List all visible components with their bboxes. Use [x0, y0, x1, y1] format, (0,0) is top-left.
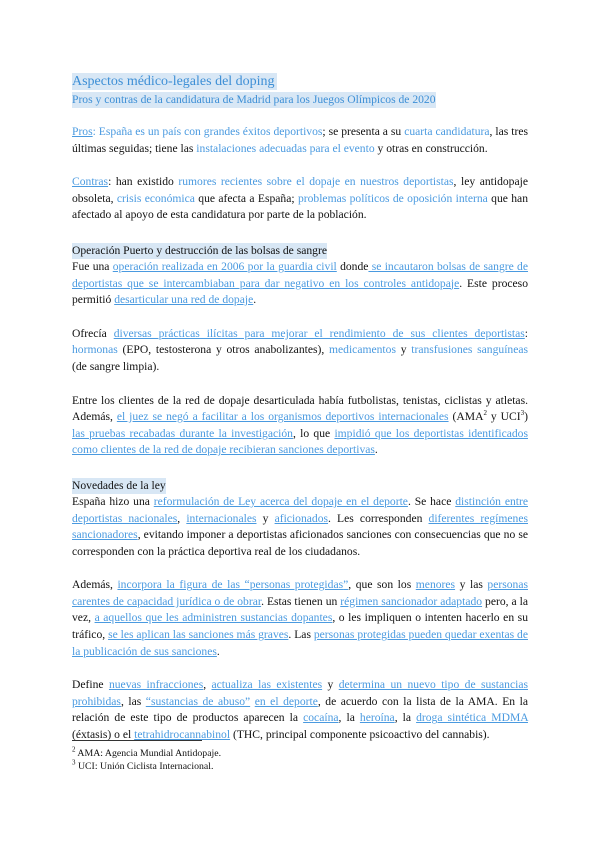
contras-text-4: que han afectado al apoyo de esta candidatura por parte de la población.: [72, 191, 528, 222]
footnote-number: 2: [72, 745, 76, 754]
contras-text-3: que afecta a España;: [194, 191, 298, 205]
pros-label[interactable]: Pros: [72, 125, 93, 138]
section2-heading: Novedades de la ley: [72, 478, 166, 492]
s1p2-text-4: y: [395, 343, 412, 357]
s2p3-link-1[interactable]: nuevas infracciones: [108, 678, 204, 692]
s1p1-link-1[interactable]: operación realizada en 2006 por la guardia civil: [112, 259, 337, 273]
s2p3-text-3: y: [322, 678, 339, 692]
s2p2-link-1b[interactable]: personas protegidas: [249, 578, 344, 592]
s2p2-text-1: Además,: [72, 578, 118, 592]
s2p2-text-7: . Las: [288, 628, 314, 642]
pros-link-1[interactable]: con grandes éxitos deportivos: [184, 125, 323, 138]
s1p1-link-2[interactable]: se incautaron bolsas de sangre de deportistas que se intercambiaban para dar negativo en los controles antidopaje: [72, 259, 529, 290]
s1p3-text-3: y UCI: [486, 410, 521, 424]
s1p1-text-3: . Este proceso permitió: [72, 276, 528, 307]
s1p2-text-5: (de sangre limpia).: [72, 359, 160, 373]
s2p2-text-2: , que son los: [348, 578, 416, 592]
s2p2-link-3[interactable]: personas carentes de capacidad jurídica o de obrar: [72, 578, 528, 608]
pros-link-2[interactable]: cuarta candidatura: [404, 125, 490, 138]
s2p1-text-6: , evitando imponer a deportistas aficionados sanciones con consecuencias que no se corresponden con la práctica deportiva real de los ciudadanos.: [72, 528, 528, 558]
contras-link-3[interactable]: problemas políticos de oposición interna: [297, 191, 488, 205]
s2p3-text-8: , la: [394, 711, 417, 725]
footnote-text: AMA: Agencia Mundial Antidopaje.: [75, 748, 222, 759]
footnote-item: [72, 747, 221, 760]
contras-paragraph: [72, 174, 528, 224]
s2p2-link-5[interactable]: a aquellos que les administren sustancias dopantes: [94, 611, 333, 625]
s2p2-link-7[interactable]: personas protegidas pueden quedar exentas de la publicación de sus sanciones: [72, 628, 528, 658]
pros-text-3: , las tres últimas seguidas; tiene las: [72, 125, 528, 155]
s2p3-text-9: (éxtasis) o el: [72, 728, 135, 742]
s2p2-link-1[interactable]: incorpora la figura de las “: [117, 578, 250, 592]
pros-link-3[interactable]: instalaciones adecuadas para el evento: [196, 141, 375, 155]
contras-text-1: : han existido: [108, 175, 179, 189]
s2p3-link-7[interactable]: heroína: [359, 711, 395, 725]
document-title: Aspectos médico-legales del doping: [72, 74, 275, 89]
s2p1-text-4: y: [256, 511, 275, 525]
s2p2-link-1c[interactable]: ”: [343, 578, 349, 592]
s1p3-text-6: .: [374, 443, 378, 457]
s1p3-link-2[interactable]: las pruebas recabadas durante la investigación: [72, 426, 293, 440]
s2p2-link-2[interactable]: menores: [415, 578, 456, 592]
s2p2-text-8: .: [216, 644, 220, 658]
s2p3-text-4: , las: [120, 694, 146, 708]
s2p3-link-3[interactable]: determina un nuevo tipo de sustancias prohibidas: [72, 678, 528, 708]
s1p1-link-3[interactable]: desarticular una red de dopaje: [114, 293, 254, 307]
s1p2-text-3: (EPO, testosterona y otros anabolizantes),: [117, 343, 329, 357]
s2p3-text-7: , la: [338, 711, 360, 725]
s1p3-link-1[interactable]: el juez se negó a facilitar a los organismos deportivos internacionales: [116, 410, 449, 424]
footnote-number: 3: [72, 758, 76, 767]
s1p2-text-1: Ofrecía: [72, 326, 114, 340]
s1p2-link-2[interactable]: hormonas: [72, 343, 118, 357]
s2p1-link-4[interactable]: aficionados: [274, 511, 329, 525]
s2p1-link-3[interactable]: internacionales: [186, 511, 257, 525]
s2p3-link-9[interactable]: tetrahidrocannabinol: [134, 728, 231, 742]
contras-text-2: , ley antidopaje obsoleta,: [72, 175, 528, 205]
s1p1-text-1: Fue una: [72, 259, 113, 273]
s2p1-text-1: España hizo una: [72, 494, 154, 508]
s1p3-link-3[interactable]: impidió que los deportistas identificados como clientes de la red de dopaje recibieran sanciones deportivas: [72, 426, 528, 457]
contras-link-2[interactable]: crisis económica: [116, 191, 195, 205]
section1-paragraph-3: [72, 393, 528, 459]
section2-paragraph-2: [72, 577, 528, 660]
title-block: [72, 72, 528, 108]
s1p2-link-3[interactable]: medicamentos: [329, 343, 396, 357]
s1p2-link-4[interactable]: transfusiones sanguíneas: [411, 343, 529, 357]
footnote-ref-3[interactable]: 3: [520, 409, 525, 418]
s1p3-text-1: Entre los clientes de la red de dopaje desarticulada había futbolistas, tenistas, ciclistas y atletas. Además,: [72, 393, 528, 424]
s1p1-text-2: donde: [336, 259, 369, 273]
s2p1-link-2[interactable]: distinción entre deportistas nacionales: [72, 494, 528, 525]
s2p3-link-5[interactable]: en el deporte: [254, 694, 318, 708]
footnote-ref-2[interactable]: 2: [483, 409, 487, 418]
section2-heading-block: [72, 476, 528, 494]
s2p2-text-5: pero, a la vez,: [72, 594, 528, 625]
section2-paragraph-3: [72, 677, 528, 743]
s1p3-text-2: (AMA: [448, 410, 484, 424]
footnote-text: UCI: Unión Ciclista Internacional.: [75, 761, 214, 772]
s2p2-link-4[interactable]: régimen sancionador adaptado: [340, 594, 483, 608]
s1p3-text-5: , lo que: [292, 426, 335, 440]
s1p1-text-4: .: [253, 293, 257, 307]
s2p3-text-10: (THC, principal componente psicoactivo del cannabis).: [230, 728, 490, 742]
s2p2-text-3: y las: [455, 578, 488, 592]
s2p1-text-3: ,: [177, 511, 187, 525]
section1-heading-block: [72, 241, 528, 259]
s2p2-text-6: , o les impliquen o intenten hacerlo en su tráfico,: [72, 611, 528, 642]
s2p1-text-5: . Les corresponden: [328, 511, 429, 525]
section1-heading: Operación Puerto y destrucción de las bolsas de sangre: [72, 243, 327, 257]
s2p1-link-5[interactable]: diferentes regímenes sancionadores: [72, 511, 528, 542]
contras-link-1[interactable]: rumores recientes sobre el dopaje en nuestros deportistas: [178, 175, 454, 189]
s1p3-text-4: ): [524, 410, 528, 424]
s2p3-link-8[interactable]: droga sintética MDMA: [416, 711, 528, 725]
document-subtitle: Pros y contras de la candidatura de Madrid para los Juegos Olímpicos de 2020: [72, 93, 436, 106]
footnote-item: [72, 760, 221, 773]
s2p3-text-6: , de acuerdo con la lista de la AMA. En la relación de este tipo de productos aparecen la: [72, 694, 528, 725]
section2-paragraph-1: [72, 494, 528, 560]
pros-text-4: y otras en construcción.: [374, 141, 488, 155]
s2p1-text-2: . Se hace: [407, 494, 456, 508]
s2p3-link-6[interactable]: cocaína: [303, 711, 339, 725]
pros-text-1: : España es un país: [92, 125, 185, 138]
pros-paragraph: [72, 124, 528, 157]
s2p1-link-1[interactable]: reformulación de Ley acerca del dopaje en el deporte: [153, 494, 408, 508]
footnote-divider: [72, 740, 202, 741]
s2p2-link-6[interactable]: se les aplican las sanciones más graves: [108, 628, 289, 642]
section1-paragraph-1: [72, 259, 528, 309]
s2p2-text-4: . Estas tienen un: [261, 594, 341, 608]
s2p3-link-2[interactable]: actualiza las existentes: [211, 678, 323, 692]
s1p2-text-2: :: [524, 326, 529, 340]
s1p2-link-1[interactable]: diversas prácticas ilícitas para mejorar el rendimiento de sus clientes deportistas: [113, 326, 525, 340]
s2p3-link-4[interactable]: “sustancias de abuso”: [145, 694, 251, 708]
s2p3-text-1: Define: [72, 678, 109, 692]
pros-text-2: ; se presenta a su: [322, 125, 405, 138]
contras-label[interactable]: Contras: [72, 175, 109, 189]
section1-paragraph-2: [72, 326, 528, 376]
s2p3-text-2: ,: [203, 678, 212, 692]
footnotes: [72, 747, 221, 773]
